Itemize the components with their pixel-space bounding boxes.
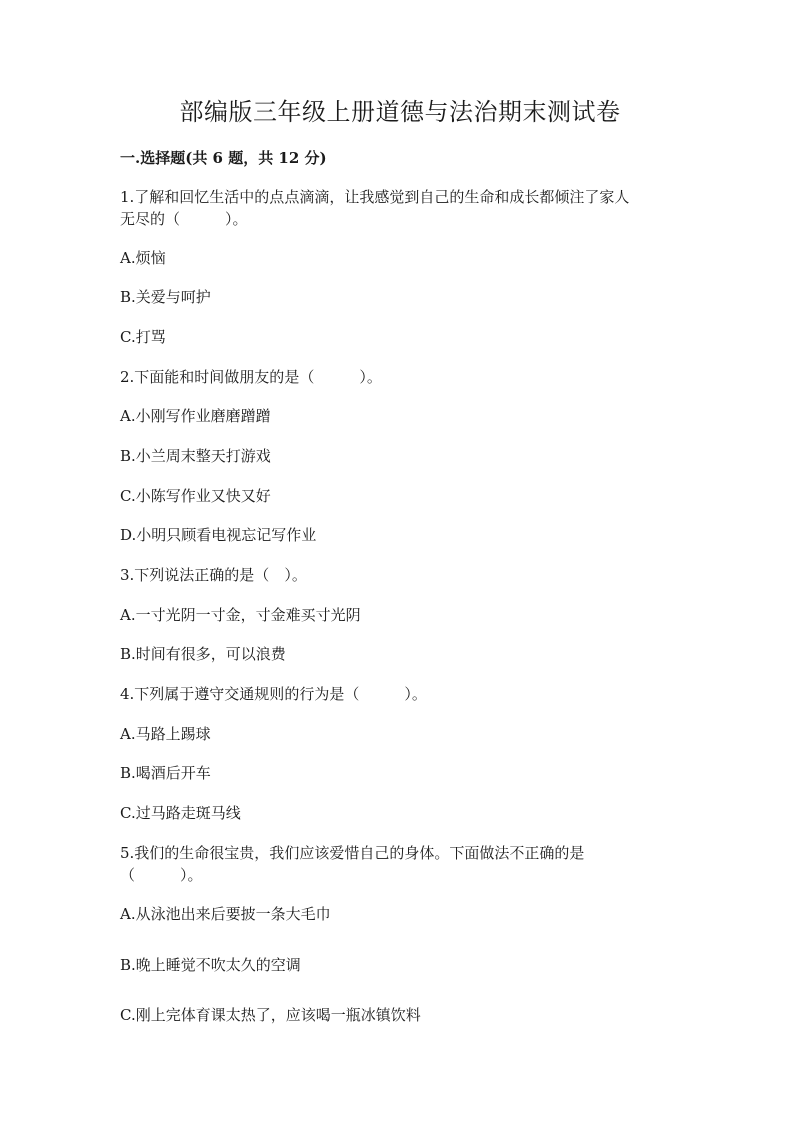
question-3-stem: 3.下列说法正确的是（ ）。 — [120, 566, 307, 584]
question-4-option-a: A.马路上踢球 — [120, 725, 211, 743]
question-2-option-b: B.小兰周末整天打游戏 — [120, 447, 271, 465]
question-1-option-a: A.烦恼 — [120, 249, 166, 267]
question-2-stem: 2.下面能和时间做朋友的是（ ）。 — [120, 368, 382, 386]
question-1-option-c: C.打骂 — [120, 328, 166, 346]
question-1-stem-continued: 无尽的（ ）。 — [120, 210, 248, 228]
question-5-option-b: B.晚上睡觉不吹太久的空调 — [120, 956, 301, 974]
question-5-option-c: C.刚上完体育课太热了，应该喝一瓶冰镇饮料 — [120, 1006, 421, 1024]
question-5-option-a: A.从泳池出来后要披一条大毛巾 — [120, 905, 331, 923]
question-4-option-c: C.过马路走斑马线 — [120, 804, 241, 822]
question-1-stem: 1.了解和回忆生活中的点点滴滴，让我感觉到自己的生命和成长都倾注了家人 — [120, 188, 630, 206]
question-2-option-a: A.小刚写作业磨磨蹭蹭 — [120, 407, 271, 425]
section-heading: 一.选择题(共 6 题，共 12 分) — [120, 149, 327, 167]
exam-title: 部编版三年级上册道德与法治期末测试卷 — [179, 98, 621, 126]
question-3-option-a: A.一寸光阴一寸金，寸金难买寸光阴 — [120, 606, 361, 624]
question-5-stem-continued: （ ）。 — [120, 866, 203, 884]
question-2-option-d: D.小明只顾看电视忘记写作业 — [120, 526, 317, 544]
question-5-stem: 5.我们的生命很宝贵，我们应该爱惜自己的身体。下面做法不正确的是 — [120, 844, 585, 862]
question-2-option-c: C.小陈写作业又快又好 — [120, 487, 271, 505]
question-4-stem: 4.下列属于遵守交通规则的行为是（ ）。 — [120, 685, 427, 703]
question-1-option-b: B.关爱与呵护 — [120, 288, 211, 306]
question-4-option-b: B.喝酒后开车 — [120, 764, 211, 782]
question-3-option-b: B.时间有很多，可以浪费 — [120, 645, 286, 663]
